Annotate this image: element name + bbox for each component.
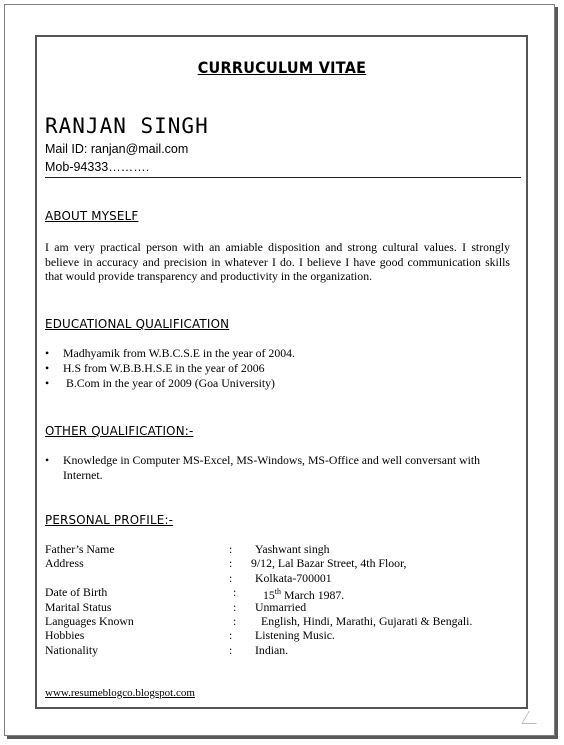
profile-row-languages: Languages Known : English, Hindi, Marathi, Gujarati & Bengali. [45,613,473,628]
list-item: • H.S from W.B.B.H.S.E in the year of 2006 [45,360,265,375]
list-item: • Madhyamik from W.B.C.S.E in the year of 2004. [45,346,295,360]
about-heading: ABOUT MYSELF [45,208,139,223]
profile-row-nationality: Nationality : Indian. [45,642,289,657]
header-divider [45,177,521,178]
mail-id: Mail ID: ranjan@mail.com [45,142,189,156]
candidate-name: RANJAN SINGH [45,114,209,138]
profile-row-father: Father’s Name : Yashwant singh [45,542,330,556]
about-text: I am very practical person with an amiable disposition and strong cultural values. I strongly believe in accuracy and precision in whatever I do. I believe I have good communication skills that would provide transparency and productivity in the organization. [45,240,510,283]
list-item: • B.Com in the year of 2009 (Goa University) [45,375,275,390]
profile-row-marital: Marital Status : Unmarried [45,599,307,614]
list-item: • Knowledge in Computer MS-Excel, MS-Windows, MS-Office and well conversant with Internet. [45,453,481,482]
mobile-number: Mob-94333………. [45,160,150,174]
other-qualification-heading: OTHER QUALIFICATION:- [45,423,194,438]
profile-row-hobbies: Hobbies : Listening Music. [45,628,335,643]
bullet-icon: • [45,360,50,375]
bullet-icon: • [45,453,50,467]
education-list [45,346,510,390]
bullet-icon: • [45,346,50,360]
footer-website-link[interactable]: www.resumeblogco.blogspot.com [45,687,195,699]
profile-row-address: Address : 9/12, Lal Bazar Street, 4th Floor, [45,556,407,571]
other-qualification-list [45,453,510,483]
document-title: CURRUCULUM VITAE [197,58,367,77]
personal-profile-heading: PERSONAL PROFILE:- [45,512,174,527]
profile-row-dob: Date of Birth : 15th March 1987. [45,585,345,603]
bullet-icon: • [45,375,50,390]
education-heading: EDUCATIONAL QUALIFICATION [45,316,230,331]
profile-row-address-line2: : Kolkata-700001 [229,570,332,585]
personal-profile-table [45,542,515,657]
